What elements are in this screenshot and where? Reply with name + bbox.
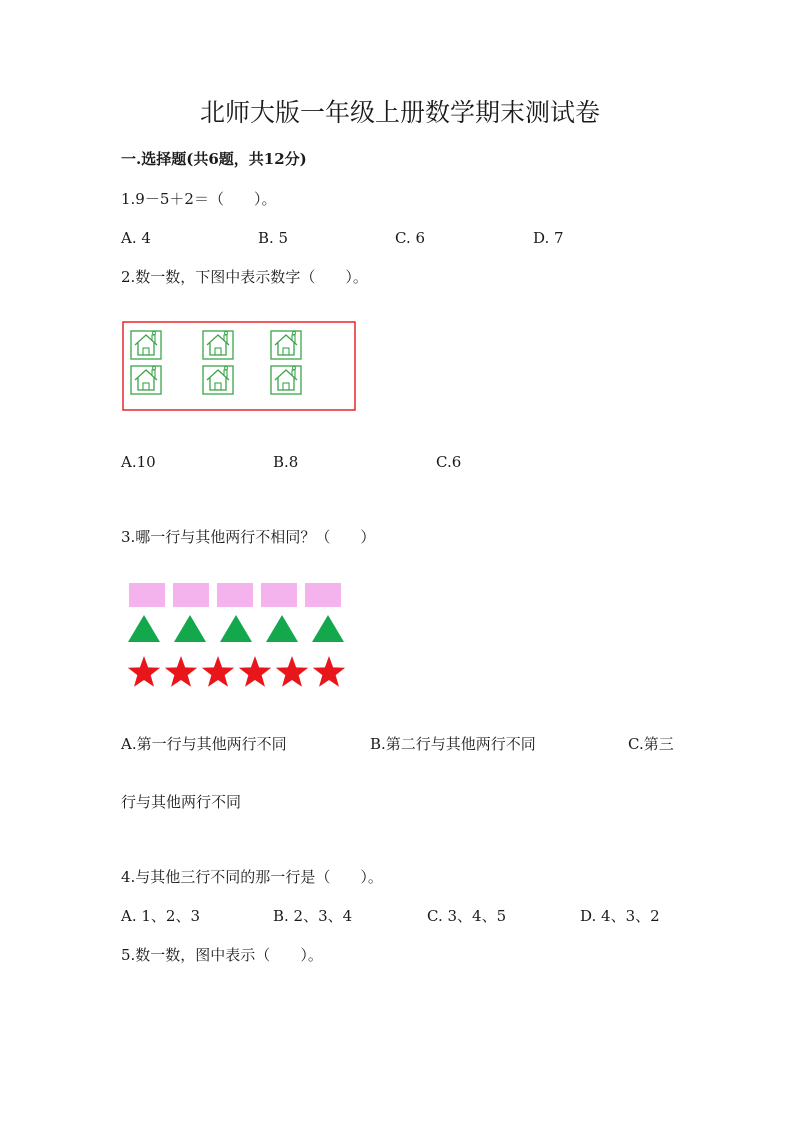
red-star: [165, 656, 197, 687]
question-5-text: 5.数一数，图中表示（ ）。: [121, 946, 323, 964]
house-icon: [203, 331, 233, 359]
question-1-text: 1.9－5＋2＝（ ）。: [121, 190, 277, 208]
question-2-text: 2.数一数，下图中表示数字（ ）。: [121, 268, 368, 286]
question-3-option-c-continued: 行与其他两行不同: [121, 793, 242, 811]
section-heading: 一.选择题(共6题，共12分): [121, 150, 307, 168]
question-2-option-c: C.6: [436, 453, 462, 471]
green-triangle: [174, 615, 206, 642]
pink-rectangle: [173, 583, 209, 607]
question-1-option-c: C. 6: [395, 229, 426, 247]
house-icon: [131, 331, 161, 359]
red-star: [128, 656, 160, 687]
pink-rectangle: [217, 583, 253, 607]
question-3-option-b: B.第二行与其他两行不同: [370, 735, 536, 753]
red-star: [202, 656, 234, 687]
question-3-text: 3.哪一行与其他两行不相同？（ ）: [121, 528, 376, 546]
red-star: [276, 656, 308, 687]
house-icon: [131, 366, 161, 394]
red-star: [239, 656, 271, 687]
house-icon: [271, 366, 301, 394]
house-icon: [271, 331, 301, 359]
green-triangle: [266, 615, 298, 642]
pink-rectangle: [305, 583, 341, 607]
question-4-option-a: A. 1、2、3: [121, 907, 200, 925]
pink-rectangle: [261, 583, 297, 607]
house-icon: [203, 366, 233, 394]
question-4-option-d: D. 4、3、2: [580, 907, 660, 925]
green-triangle: [312, 615, 344, 642]
question-1-option-d: D. 7: [533, 229, 564, 247]
pink-rectangle: [129, 583, 165, 607]
houses-figure: [122, 321, 356, 411]
red-star: [313, 656, 345, 687]
page-title: 北师大版一年级上册数学期末测试卷: [199, 98, 600, 127]
question-3-option-a: A.第一行与其他两行不同: [121, 735, 287, 753]
green-triangle: [220, 615, 252, 642]
question-1-option-b: B. 5: [258, 229, 289, 247]
question-4-text: 4.与其他三行不同的那一行是（ ）。: [121, 868, 383, 886]
question-2-option-b: B.8: [273, 453, 299, 471]
question-4-option-b: B. 2、3、4: [273, 907, 353, 925]
question-3-option-c: C.第三: [628, 735, 674, 753]
shapes-figure: [122, 578, 354, 692]
question-1-option-a: A. 4: [121, 229, 151, 247]
question-4-option-c: C. 3、4、5: [427, 907, 507, 925]
green-triangle: [128, 615, 160, 642]
question-2-option-a: A.10: [121, 453, 156, 471]
